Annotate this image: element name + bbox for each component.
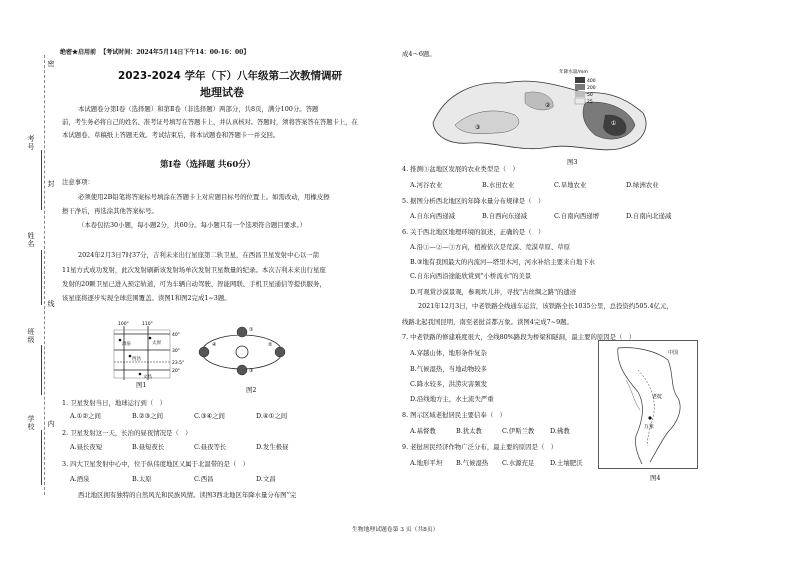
question-stem: 6. 关于西北地区地理环境的叙述，正确的是（ ）: [402, 228, 545, 236]
option[interactable]: B.气候湿热: [456, 459, 489, 467]
option[interactable]: D.发生极昼: [256, 443, 289, 451]
svg-text:②: ②: [545, 102, 551, 109]
svg-text:④: ④: [212, 342, 217, 348]
option[interactable]: A.基督教: [410, 427, 436, 435]
passage-line: 西北地区拥有独特的自然风光和民族风情。读图3西北地区年降水量分布图”完: [78, 491, 297, 499]
option[interactable]: C.旱地农业: [554, 181, 587, 189]
passage-line: 2024年2月3日7时37分，吉利未来出行星座第二轨卫星，在西昌卫星发射中心以一箭: [78, 251, 320, 259]
option[interactable]: D.自南向北递减: [626, 212, 672, 220]
section-heading: 第Ⅰ卷（选择题 共60分）: [160, 160, 256, 170]
option[interactable]: D.佛教: [550, 427, 570, 435]
option[interactable]: B.昼短夜长: [132, 443, 165, 451]
option[interactable]: B.水田农业: [482, 181, 515, 189]
figure-2-orbit: [196, 322, 288, 382]
figure-1-caption: 图1: [136, 381, 147, 389]
fig4-place-label: 老挝: [652, 394, 663, 400]
svg-text:①: ①: [611, 120, 617, 127]
fig1-lon-label: 110°: [142, 322, 153, 327]
seal-mark: 线: [47, 300, 55, 308]
option[interactable]: B.犹太教: [456, 427, 482, 435]
option[interactable]: C.昼夜等长: [194, 443, 227, 451]
svg-text:③: ③: [249, 368, 254, 374]
question-options: [70, 475, 330, 484]
option[interactable]: B.②③之间: [132, 412, 163, 420]
cut-line: [44, 55, 45, 495]
option[interactable]: A.河谷农业: [410, 181, 443, 189]
earth-icon: [199, 347, 209, 357]
question-stem: 2. 卫星发射这一天，长治的昼夜情况是（ ）: [62, 429, 192, 437]
fig1-place-label: 西昌: [132, 357, 141, 362]
field-line: [41, 150, 42, 210]
notes-line: 擦干净后，再选涂其他答案标号。: [62, 207, 158, 215]
option[interactable]: A.穿越山体，地形条件复杂: [410, 349, 487, 357]
question-stem: 5. 据图分析西北地区的年降水量分布规律是（ ）: [402, 197, 545, 205]
svg-text:②: ②: [268, 342, 273, 348]
figure-4-caption: 图4: [650, 474, 661, 482]
option[interactable]: D.④①之间: [256, 412, 288, 420]
header-secret: 绝密★启用前 【考试时间：2024年5月14日下午14：00-16：00】: [60, 49, 250, 56]
seal-mark: 封: [47, 180, 55, 188]
option[interactable]: D.绿洲农业: [626, 181, 659, 189]
sidebar-label-exam-no: 考号: [27, 135, 35, 151]
figure-4-laos-map: [598, 340, 698, 470]
option[interactable]: A.地形平坦: [410, 459, 443, 467]
fig1-lon-label: 100°: [118, 322, 129, 327]
question-stem: 8. 图示区域老挝居民主要信奉（ ）: [402, 411, 506, 419]
option[interactable]: A.沿①—②—③方向，植被依次是荒漠、荒漠草原、草原: [410, 243, 571, 251]
option[interactable]: C.自东向西沿途能欣赏到"小桥流水"的美景: [410, 272, 532, 280]
figure-3-precipitation-map: [425, 63, 660, 158]
seal-mark: 密: [47, 60, 55, 68]
fig1-lat-label: 23.5°: [172, 361, 185, 366]
question-options: [410, 212, 698, 221]
option[interactable]: D.土壤肥沃: [550, 459, 583, 467]
figure-1-map: [110, 318, 190, 380]
sidebar-label-class: 班级: [27, 328, 35, 344]
passage-line: 11星方式成功发射，此次发射刷新该发射场单次发射卫星数量的纪录。本次吉利未来出行星座: [62, 266, 326, 274]
fig4-place-label: 中国: [668, 350, 679, 356]
exam-title: 2023-2024 学年（下）八年级第二次教情调研: [118, 70, 342, 82]
question-options: [410, 459, 590, 468]
figure-2-caption: 图2: [246, 386, 257, 394]
option[interactable]: D.可观赏沙漠景观，参观坎儿井，寻找"古丝绸之路"的遗迹: [410, 288, 577, 296]
fig1-lat-label: 30°: [172, 349, 180, 354]
question-options: [410, 181, 698, 190]
svg-text:①: ①: [249, 327, 254, 333]
intro-line: 本试题卷分第Ⅰ卷（选择题）和第Ⅱ卷（非选择题）两部分，共8页，满分100分。答题: [78, 105, 319, 113]
passage-continuation: 成4～6题。: [402, 50, 436, 58]
earth-icon: [237, 327, 247, 337]
question-options: [410, 427, 590, 436]
svg-text:25: 25: [587, 100, 593, 105]
option[interactable]: C.自南向西递增: [554, 212, 600, 220]
sidebar-label-school: 学校: [27, 415, 35, 431]
question-stem: 7. 中老铁路的修建难度很大，全线80%路段为桥梁和隧洞，最主要的原因是（ ）: [402, 333, 636, 341]
option[interactable]: C.伊斯兰教: [502, 427, 535, 435]
field-line: [41, 430, 42, 485]
option[interactable]: A.酒泉: [70, 475, 90, 483]
passage-line: 2021年12月3日，中老铁路全线通车运营，该铁路全长1035公里，总投资约505.4亿元，: [418, 302, 673, 310]
option[interactable]: D.文昌: [256, 475, 276, 483]
option[interactable]: C.③④之间: [194, 412, 225, 420]
question-stem: 4. 推测③盆地区发展的农业类型是（ ）: [402, 165, 519, 173]
notes-line: （本卷包括30小题，每小题2分，共60分。每小题只有一个选项符合题目要求。）: [78, 221, 307, 229]
option[interactable]: A.自东向西递减: [410, 212, 455, 220]
question-stem: 3. 四大卫星发射中心中，位于纵伟度地区又属于北温带的是（ ）: [62, 460, 250, 468]
field-line: [41, 250, 42, 305]
fig1-place-label: 太原: [152, 341, 161, 346]
legend-title: 年降水量/mm: [559, 70, 588, 75]
field-line: [41, 345, 42, 395]
intro-line: 前，考生务必将自己的姓名、准考证号填写在答题卡上，并认真核对。答题时，须将答案答在答题卡上，在: [62, 118, 358, 126]
intro-line: 本试题卷、草稿纸上答题无效。考试结束后，将本试题卷和答题卡一并交回。: [62, 131, 280, 139]
option[interactable]: B.气候湿热，当地动物较多: [410, 365, 488, 373]
question-options: [70, 443, 330, 452]
sun-icon: [236, 346, 248, 358]
question-stem: 1. 卫星发射当日，地球运行到（ ）: [62, 399, 166, 407]
notes-title: 注意事项：: [62, 178, 94, 186]
figure-3-caption: 图3: [567, 158, 578, 166]
page-footer: 生物地理试题卷第 3 页（共8页）: [352, 527, 439, 533]
fig1-place-label: 文昌: [143, 375, 152, 380]
option[interactable]: C.水源充足: [502, 459, 535, 467]
option[interactable]: D.沿线地方主，水土流失严重: [410, 395, 494, 403]
svg-text:200: 200: [587, 86, 596, 91]
svg-text:400: 400: [587, 79, 596, 84]
passage-line: 该星座将逐步实现全球范围覆盖。读图1和图2完成1~3题。: [62, 294, 231, 302]
fig1-place-label: 酒泉: [122, 342, 131, 347]
fig4-place-label: 万象: [644, 424, 655, 430]
passage-line: 发射的20颗卫星已进入预定轨道，可为车辆自动驾驶、智能网联、手机卫星通信等提供服务，: [62, 280, 326, 288]
svg-text:③: ③: [475, 124, 481, 131]
exam-subtitle: 地理试卷: [200, 86, 244, 99]
fig1-lat-label: 40°: [172, 333, 180, 338]
option[interactable]: B.自西向东递减: [482, 212, 528, 220]
seal-mark: 内: [47, 420, 55, 428]
fig1-lat-label: 20°: [172, 369, 180, 374]
question-stem: 9. 老挝居民经济作物广泛分布，最主要的原因是（ ）: [402, 443, 558, 451]
question-options: [70, 412, 330, 421]
sidebar-label-name: 姓名: [27, 232, 35, 248]
option[interactable]: C.西昌: [194, 475, 214, 483]
option[interactable]: A.①②之间: [70, 412, 101, 420]
notes-line: 必须使用2B铅笔将答案标号填涂在答题卡上对应题目标号的位置上。如需改动，用橡皮擦: [78, 193, 330, 201]
option[interactable]: B.③地有我国最大的内流河—塔里木河，河水补给主要来自地下水: [410, 258, 596, 266]
svg-text:50: 50: [587, 93, 593, 98]
earth-icon: [237, 365, 247, 375]
option[interactable]: C.降水较多，洪涝灾害频发: [410, 380, 487, 388]
binding-margin: [0, 0, 56, 561]
option[interactable]: A.昼长夜短: [70, 443, 103, 451]
option[interactable]: B.太原: [132, 475, 152, 483]
earth-icon: [275, 347, 285, 357]
passage-line: 线路北起我国昆明，南至老挝首都万象。读图4完成7~9题。: [402, 318, 573, 326]
